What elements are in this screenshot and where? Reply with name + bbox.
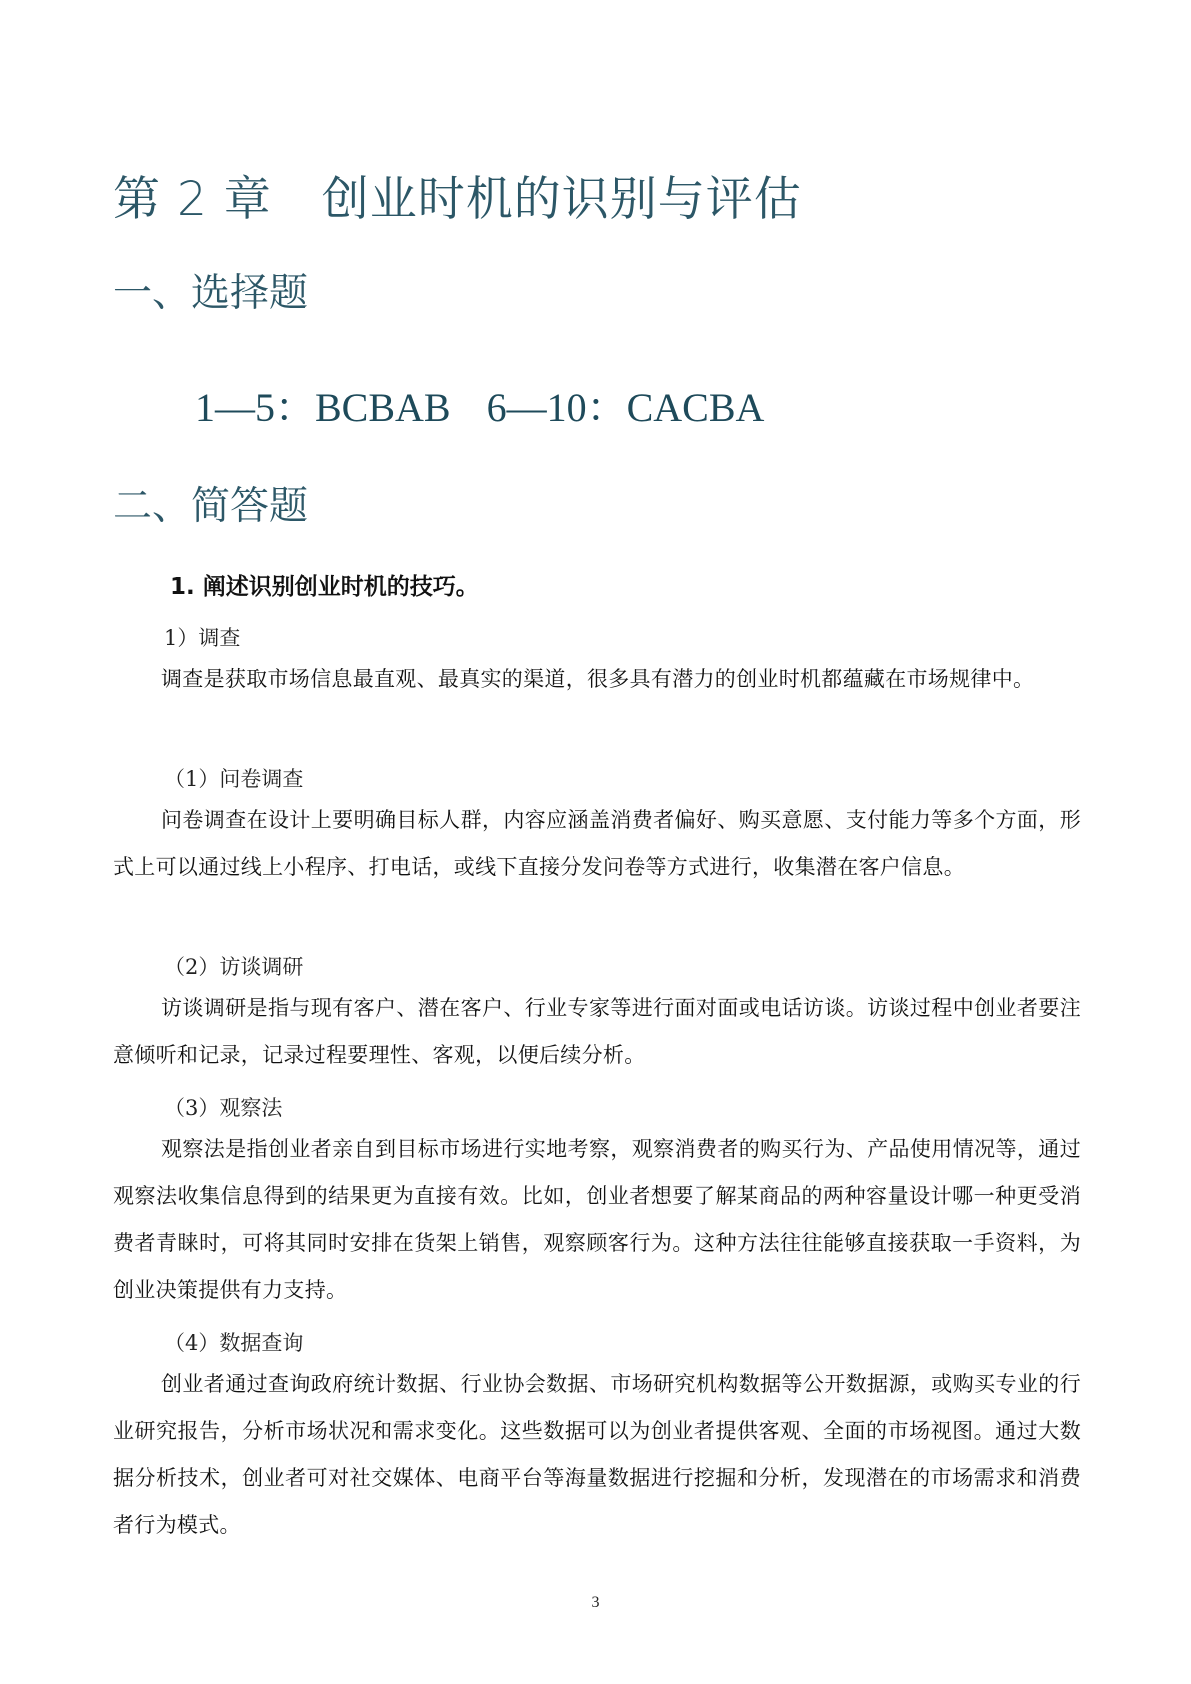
item-label-data-query: （4）数据查询 <box>164 1331 304 1355</box>
chapter-title <box>113 162 802 229</box>
item-label-observation: （3）观察法 <box>164 1096 283 1120</box>
answers-6-10: 6—10：CACBA <box>486 385 765 430</box>
paragraph-intro: 调查是获取市场信息最直观、最真实的渠道，很多具有潜力的创业时机都蕴藏在市场规律中。 <box>161 667 1035 691</box>
item-label-interview: （2）访谈调研 <box>164 955 304 979</box>
subheading-survey: 1）调查 <box>164 626 241 650</box>
paragraph-observation: 观察法是指创业者亲自到目标市场进行实地考察，观察消费者的购买行为、产品使用情况等，通过观察法收集信息得到的结果更为直接有效。比如，创业者想要了解某商品的两种容量设计哪一种更受消费者青睐时，可将其同时安排在货架上销售，观察顾客行为。这种方法往往能够直接获取一手资料，为创业决策提供有力支持。 <box>113 1137 1081 1302</box>
section-heading-short-answer: 二、简答题 <box>113 484 309 529</box>
answers-1-5: 1—5：BCBAB <box>195 385 451 430</box>
section-heading-choice: 一、选择题 <box>113 271 309 316</box>
answer-key <box>195 376 764 433</box>
paragraph-data-query: 创业者通过查询政府统计数据、行业协会数据、市场研究机构数据等公开数据源，或购买专业的行业研究报告，分析市场状况和需求变化。这些数据可以为创业者提供客观、全面的市场视图。通过大数据分析技术，创业者可对社交媒体、电商平台等海量数据进行挖掘和分析，发现潜在的市场需求和消费者行为模式。 <box>113 1372 1081 1537</box>
item-label-questionnaire: （1）问卷调查 <box>164 767 304 791</box>
chapter-title-text: 创业时机的识别与评估 <box>321 172 802 227</box>
page-number: 3 <box>591 1594 600 1611</box>
paragraph-questionnaire: 问卷调查在设计上要明确目标人群，内容应涵盖消费者偏好、购买意愿、支付能力等多个方面，形式上可以通过线上小程序、打电话，或线下直接分发问卷等方式进行，收集潜在客户信息。 <box>113 808 1081 879</box>
chapter-number: 第 2 章 <box>113 172 272 227</box>
paragraph-interview: 访谈调研是指与现有客户、潜在客户、行业专家等进行面对面或电话访谈。访谈过程中创业者要注意倾听和记录，记录过程要理性、客观，以便后续分析。 <box>113 996 1081 1067</box>
question-1: 1. 阐述识别创业时机的技巧。 <box>170 574 479 600</box>
